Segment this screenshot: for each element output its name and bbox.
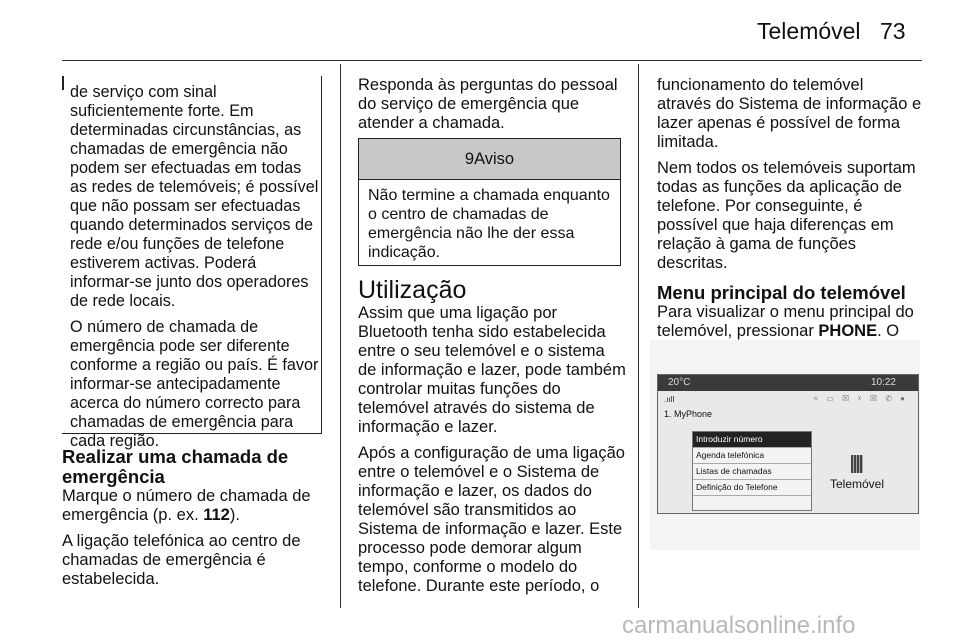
warning-box bbox=[358, 138, 621, 266]
watermark: carmanualsonline.info bbox=[622, 612, 856, 639]
signal-icon: .ııll bbox=[664, 395, 675, 404]
status-icons: ≈ ▭ ☒ ☓ ☒ ✆ ● bbox=[813, 394, 908, 403]
screen-status-bar bbox=[658, 375, 918, 391]
phone-icon bbox=[851, 455, 863, 473]
phone-key-label: PHONE bbox=[818, 322, 878, 340]
warning-text: Não termine a chamada enquanto o centro de chamadas de emergência não lhe der essa indicação. bbox=[368, 187, 610, 261]
phone-label: Telemóvel bbox=[830, 477, 885, 491]
page-number: 73 bbox=[880, 18, 906, 44]
section-heading-menu: Menu principal do telemóvel bbox=[657, 282, 906, 303]
infotainment-screen bbox=[657, 374, 919, 514]
header-rule bbox=[62, 60, 922, 61]
note-box bbox=[62, 76, 322, 450]
temperature-display: 20°C bbox=[668, 377, 691, 388]
clock-display: 10:22 bbox=[870, 377, 896, 388]
box-paragraph-1: de serviço com sinal suficientemente forte. Em determinadas circunstâncias, as chamadas de emergência não podem ser efectuadas em todas as redes de telemóveis; é possível que não possam ser efectuadas quando determinados serviços de rede e/ou funções de telefone estiverem activas. Poderá informar-se junto dos operadores de rede locais. bbox=[70, 83, 319, 310]
screen-body bbox=[658, 391, 918, 513]
emergency-text-pre: Marque o número de chamada de emergência (p. ex. bbox=[62, 487, 311, 524]
device-name: 1. MyPhone bbox=[664, 409, 713, 419]
menu-item-call-lists[interactable]: Listas de chamadas bbox=[693, 464, 811, 480]
menu-item-dial[interactable]: Introduzir número bbox=[693, 432, 811, 448]
column-2-top bbox=[358, 76, 623, 140]
column-1-body bbox=[62, 447, 317, 596]
col3-paragraph-1: funcionamento do telemóvel através do Sistema de informação e lazer apenas é possível de forma limitada. bbox=[657, 76, 922, 151]
menu-text-pre: Para visualizar o menu principal do telemóvel, pressionar bbox=[657, 303, 914, 340]
menu-item-phonebook[interactable]: Agenda telefónica bbox=[693, 448, 811, 464]
column-divider-2 bbox=[638, 64, 639, 608]
column-2-body bbox=[358, 276, 626, 603]
utilizacao-paragraph-2: Após a configuração de uma ligação entre o telemóvel e o Sistema de informação e lazer, os dados do telemóvel são transmitidos ao Sistema de informação e lazer. Este processo pode demorar algum tempo, conforme o modelo do telefone. Durante este período, o bbox=[358, 444, 625, 595]
column-divider-1 bbox=[340, 64, 341, 608]
menu-text-post: . O bbox=[877, 322, 900, 340]
header-title: Telemóvel bbox=[757, 18, 861, 44]
warning-header bbox=[359, 139, 620, 180]
phone-menu bbox=[692, 431, 812, 511]
paragraph-respond: Responda às perguntas do pessoal do serviço de emergência que atender a chamada. bbox=[358, 76, 618, 132]
section-heading-emergency: Realizar uma chamada de emergência bbox=[62, 446, 289, 487]
warning-title: Aviso bbox=[474, 150, 515, 168]
menu-item-empty bbox=[693, 496, 811, 510]
section-heading-utilizacao: Utilização bbox=[358, 276, 467, 304]
col3-paragraph-2: Nem todos os telemóveis suportam todas as funções da aplicação de telefone. Por conseguinte, é possível que haja diferenças em relação à gama de funções descritas. bbox=[657, 159, 916, 272]
box-top-bar bbox=[62, 76, 64, 90]
utilizacao-paragraph-1: Assim que uma ligação por Bluetooth tenha sido estabelecida entre o seu telemóvel e o sistema de informação e lazer, pode também controlar muitas funções do telemóvel através do sistema de informação e lazer. bbox=[358, 304, 626, 436]
menu-item-phone-settings[interactable]: Definição do Telefone bbox=[693, 480, 811, 496]
emergency-number: 112 bbox=[203, 506, 230, 524]
box-paragraph-2: O número de chamada de emergência pode ser diferente conforme a região ou país. É favor informar-se antecipadamente acerca do número correcto para chamadas de emergência para cada região. bbox=[70, 318, 319, 450]
warning-icon: 9 bbox=[464, 150, 475, 168]
emergency-paragraph-2: A ligação telefónica ao centro de chamadas de emergência é estabelecida. bbox=[62, 532, 301, 588]
emergency-text-post: ). bbox=[229, 506, 240, 524]
